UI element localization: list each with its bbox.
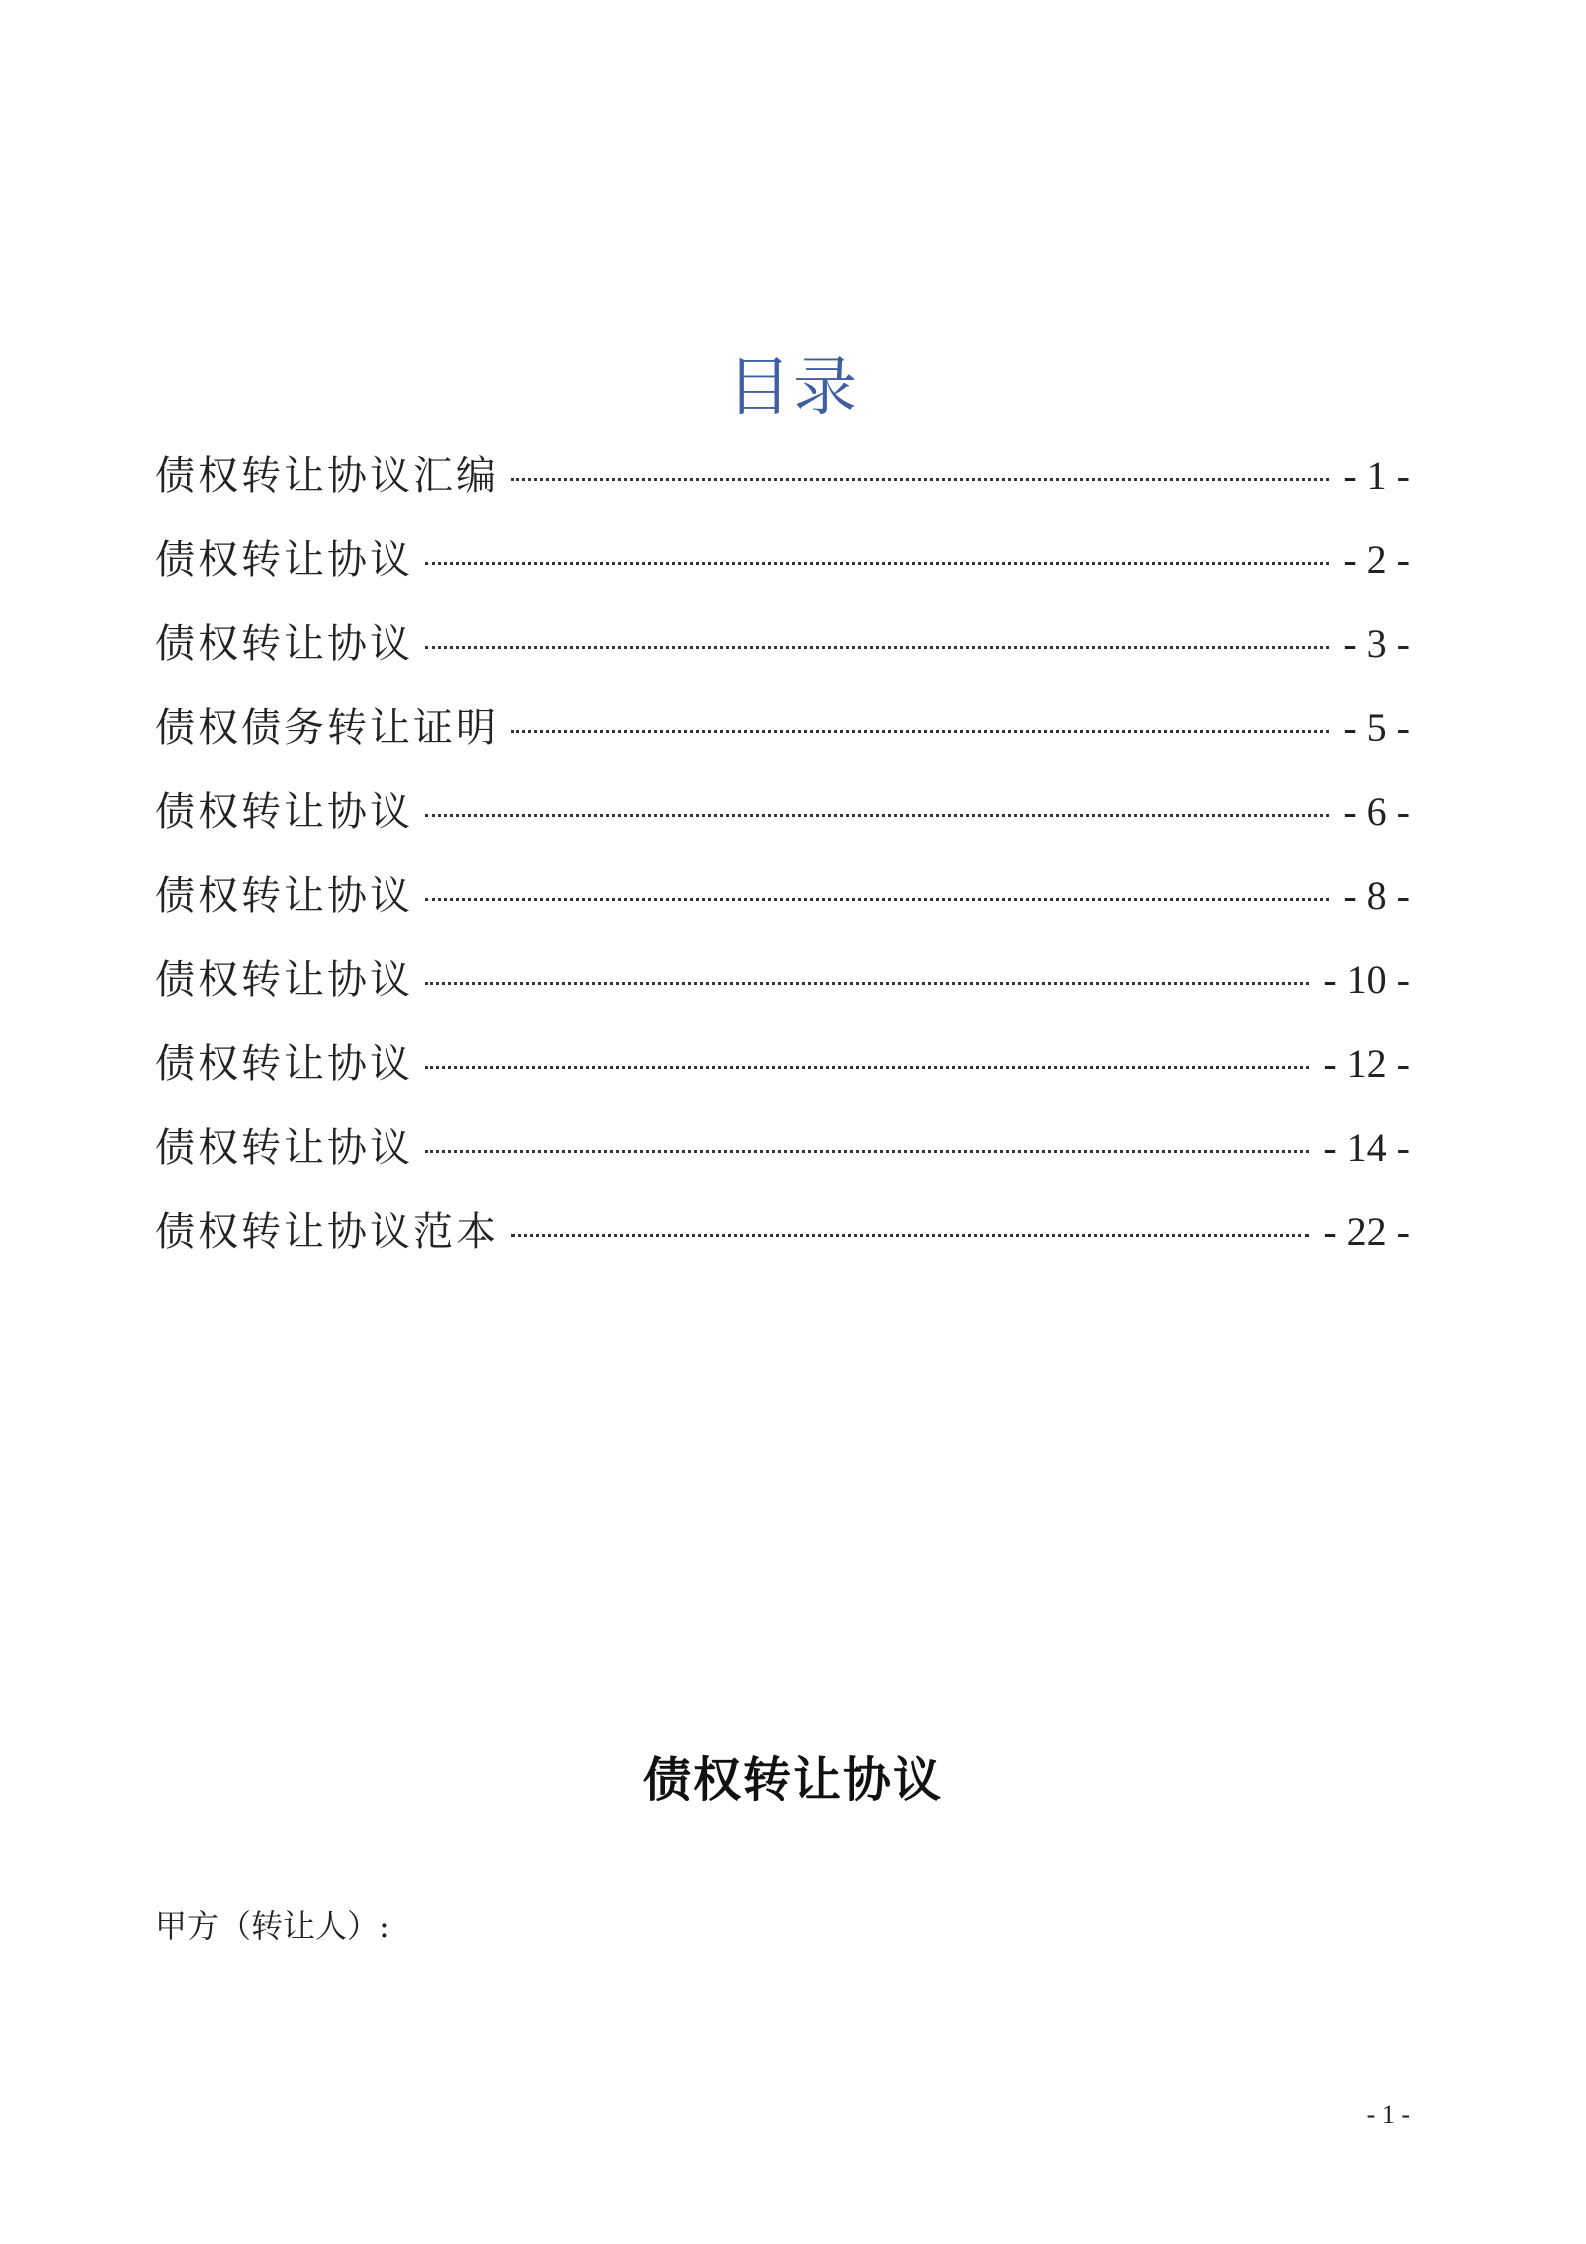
toc-entry-page: - 12 -	[1323, 1041, 1410, 1086]
toc-entry-leader	[425, 1066, 1309, 1069]
party-a-label: 甲方（转让人）:	[155, 1907, 390, 1945]
toc-entry-page: - 22 -	[1323, 1209, 1410, 1254]
toc-entry[interactable]	[155, 776, 1410, 860]
toc-entry-leader	[425, 1150, 1309, 1153]
page-number: - 1 -	[1366, 2100, 1410, 2129]
toc-entry-page: - 3 -	[1343, 621, 1410, 666]
toc-entry-label: 债权转让协议	[155, 1125, 413, 1171]
toc-list	[155, 440, 1410, 1280]
toc-entry[interactable]	[155, 1196, 1410, 1280]
toc-entry[interactable]	[155, 524, 1410, 608]
toc-entry[interactable]	[155, 608, 1410, 692]
toc-entry[interactable]	[155, 440, 1410, 524]
toc-entry-leader	[511, 730, 1329, 733]
document-title: 债权转让协议	[642, 1752, 943, 1808]
toc-entry-page: - 8 -	[1343, 873, 1410, 918]
toc-entry-leader	[425, 814, 1329, 817]
toc-entry-page: - 5 -	[1343, 705, 1410, 750]
toc-entry-page: - 6 -	[1343, 789, 1410, 834]
toc-entry-label: 债权转让协议	[155, 537, 413, 583]
toc-entry-label: 债权转让协议	[155, 873, 413, 919]
toc-entry-label: 债权转让协议	[155, 957, 413, 1003]
toc-entry-label: 债权转让协议	[155, 621, 413, 667]
toc-entry[interactable]	[155, 1028, 1410, 1112]
toc-entry[interactable]	[155, 692, 1410, 776]
toc-entry[interactable]	[155, 944, 1410, 1028]
toc-entry-page: - 1 -	[1343, 453, 1410, 498]
toc-entry-label: 债权转让协议	[155, 1041, 413, 1087]
toc-entry-leader	[425, 562, 1329, 565]
toc-entry-page: - 10 -	[1323, 957, 1410, 1002]
toc-title: 目录	[727, 351, 859, 425]
toc-entry-leader	[425, 982, 1309, 985]
toc-entry-page: - 14 -	[1323, 1125, 1410, 1170]
toc-entry[interactable]	[155, 1112, 1410, 1196]
toc-entry-page: - 2 -	[1343, 537, 1410, 582]
toc-entry-leader	[425, 898, 1329, 901]
toc-entry-leader	[511, 1234, 1309, 1237]
toc-entry-label: 债权转让协议	[155, 789, 413, 835]
toc-entry-label: 债权转让协议汇编	[155, 453, 499, 499]
toc-entry-leader	[425, 646, 1329, 649]
toc-entry-leader	[511, 478, 1329, 481]
toc-entry-label: 债权债务转让证明	[155, 705, 499, 751]
toc-entry[interactable]	[155, 860, 1410, 944]
toc-entry-label: 债权转让协议范本	[155, 1209, 499, 1255]
